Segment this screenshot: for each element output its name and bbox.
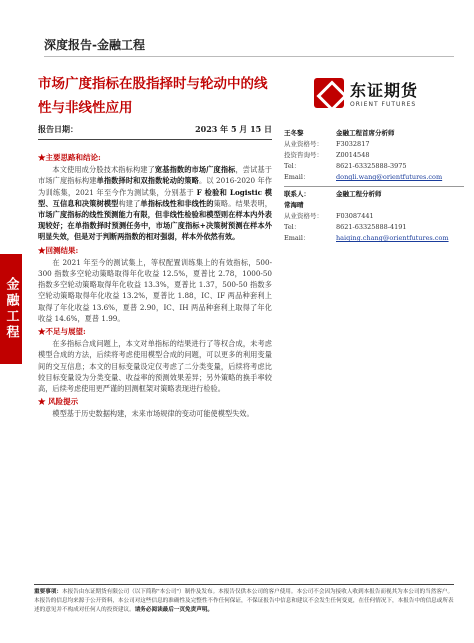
contact-name-row xyxy=(284,200,464,211)
risk-paragraph: 模型基于历史数据构建，未来市场规律的变动可能使模型失效。 xyxy=(52,409,254,419)
contact-email-link[interactable]: haiqing.chang@orientfutures.com xyxy=(336,234,449,242)
contact-row-value: F03087441 xyxy=(336,212,374,220)
report-type: 深度报告-金融工程 xyxy=(44,38,145,52)
analyst-panel xyxy=(284,128,464,244)
contact-row-label: 从业资格号： xyxy=(284,212,323,220)
logo-text xyxy=(350,78,418,108)
section-head-outlook: ★不足与展望: xyxy=(38,327,86,337)
analyst-row-value: Z0014548 xyxy=(336,151,370,159)
section-head-risk: ★ 风险提示 xyxy=(38,397,79,407)
contact-row xyxy=(284,211,464,222)
analyst-row-label: 从业资格号： xyxy=(284,140,323,148)
report-title xyxy=(38,72,278,120)
contact-label: 联系人： xyxy=(284,190,310,198)
disclaimer xyxy=(34,588,454,615)
contact-header xyxy=(284,189,464,200)
contact-row-label: Tel： xyxy=(284,223,301,231)
analyst-name: 王冬黎 xyxy=(284,129,304,137)
logo-name-en: ORIENT FUTURES xyxy=(350,101,417,108)
report-summary xyxy=(38,150,272,422)
company-logo xyxy=(314,74,434,112)
analyst-row-value: 8621-63325888-3975 xyxy=(336,162,407,170)
analyst-row-label: Email： xyxy=(284,173,310,181)
outlook-paragraph: 在多指标合成问题上，本文对单指标的结果进行了等权合成，未考虑模型合成的方法，后续将考虑使用模型合成的问题，可以更多的利用变量间的交互信息；本文的目标变量设定仅考虑了二分类变量，后续将考虑比较目标变量设为分类变量、收益率的预测效果差异；另外策略的换手率较高，后续考虑使用更严谨的回测框架对策略表现进行检验。 xyxy=(38,339,272,394)
footer-divider xyxy=(34,584,454,585)
analyst-row xyxy=(284,139,464,150)
analyst-row-value: F3032817 xyxy=(336,140,370,148)
report-date-row xyxy=(38,124,272,140)
main-idea-paragraph: 本文使用成分股技术指标构建了宽基指数的市场广度指标，尝试基于市场广度指标构建单指数择时和双指数轮动的策略。以 2016-2020 年作为训练集，2021 年至今作为测试集，分别基于 F 检验和 Logistic 模型、互信息和决策树模型构建了单指标线性和非线性的策略。结果表明，市场广度指标的线性预测能力有限，但非线性检验和模型则在样本内外表现较好；在单指数择时预测任务中，市场广度指标+决策树预测在样本外明显失效，但是对于判断两指数的相对强弱，样本外依然有效。 xyxy=(38,165,272,242)
contact-row-value: 8621-63325888-4191 xyxy=(336,223,407,231)
disclaimer-tail: 请务必阅读最后一页免责声明。 xyxy=(134,607,214,613)
analyst-divider xyxy=(284,186,464,187)
contact-row-label: Email： xyxy=(284,234,310,242)
analyst-row-label: Tel： xyxy=(284,162,301,170)
analyst-role: 金融工程首席分析师 xyxy=(336,129,395,137)
contact-role: 金融工程分析师 xyxy=(336,190,382,198)
analyst-row xyxy=(284,150,464,161)
side-category-strip xyxy=(0,254,22,364)
analyst-row-label: 投资咨询号： xyxy=(284,151,323,159)
section-head-backtest: ★回测结果: xyxy=(38,245,79,255)
side-category-label: 金融工程 xyxy=(3,277,19,341)
title-line-1: 市场广度指标在股指择时与轮动中的线 xyxy=(38,76,268,92)
analyst-row xyxy=(284,172,464,183)
contact-row xyxy=(284,222,464,233)
logo-diamond-icon xyxy=(314,78,344,108)
analyst-row xyxy=(284,161,464,172)
header-divider xyxy=(44,56,454,57)
section-head-main-idea: ★主要思路和结论: xyxy=(38,153,101,162)
report-date-label: 报告日期： xyxy=(38,124,78,134)
analyst-header xyxy=(284,128,464,139)
backtest-paragraph: 在 2021 年至今的测试集上，等权配置训练集上的有效指标，500-300 指数多空轮动策略取得年化收益 12.5%，夏普比 2.78，1000-50 指数多空轮动策略取得年化收益 13.3%，夏普比 1.37，500-50 指数多空轮动策略取得年化收益 13.2%，夏普比 1.88，IC、IF 两品种套利上取得了年化收益 13.6%，夏普 2.90，IC、IH 两品种套利上取得了年化收益 14.6%，夏普 1.99。 xyxy=(38,257,272,323)
contact-name: 常海晴 xyxy=(284,201,304,209)
analyst-email-link[interactable]: dongli.wang@orientfutures.com xyxy=(336,173,443,181)
title-line-2: 性与非线性应用 xyxy=(38,100,133,116)
contact-row xyxy=(284,233,464,244)
disclaimer-text: 本报告由东证期货有限公司（以下简称"本公司"）制作及发布。本报告仅供本公司的客户使用。本公司不会因为接收人收到本报告而视其为本公司的当然客户。本报告的信息均来源于公开资料，本公司对这些信息的准确性及完整性不作任何保证，不保证报告中信息和建议不会发生任何变更，在任何情况下，本报告中的信息或所表述的意见并不构成对任何人的投资建议。 xyxy=(34,589,454,613)
disclaimer-head: 重要事项： xyxy=(34,589,62,595)
report-date-value: 2023 年 5 月 15 日 xyxy=(195,124,272,134)
logo-name-cn: 东证期货 xyxy=(350,81,419,100)
